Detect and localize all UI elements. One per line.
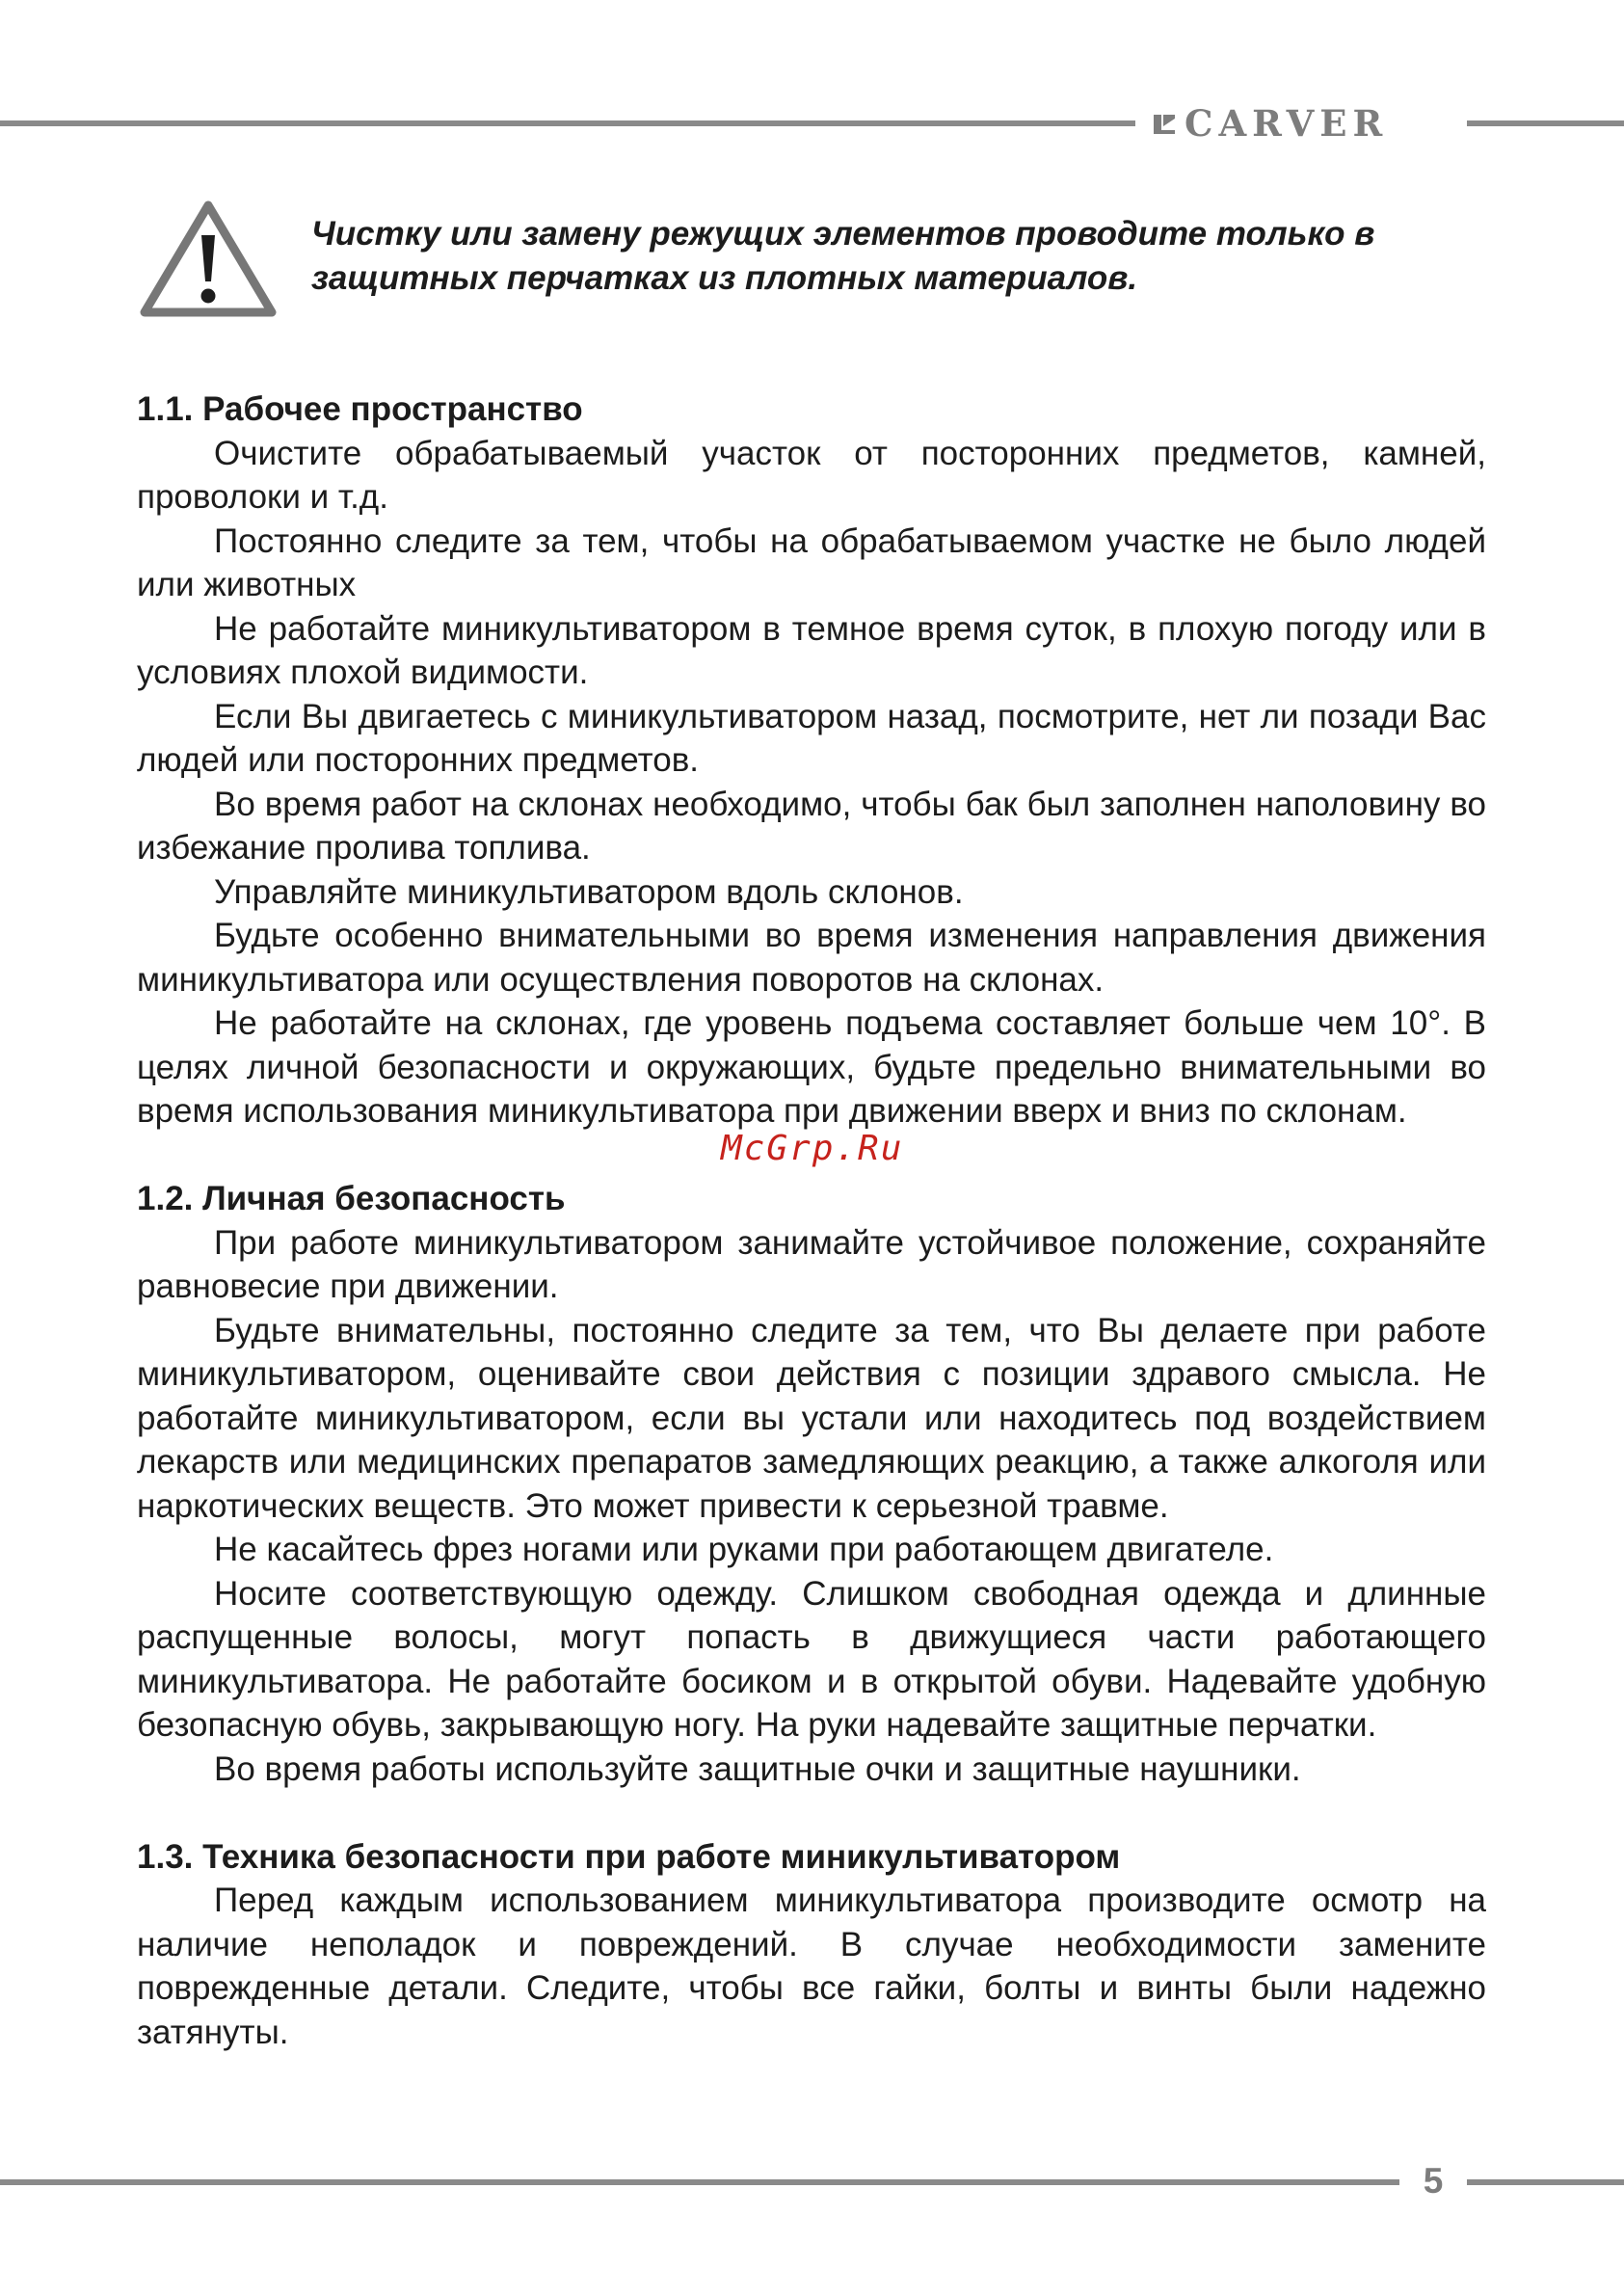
paragraph: Очистите обрабатываемый участок от посторонних предметов, камней, проволоки и т.д. bbox=[137, 434, 1486, 516]
paragraph: Будьте внимательны, постоянно следите за тем, что Вы делаете при работе миникультиватором, оценивайте свои действия с позиции здравого смысла. Не работайте миникультиватором, если вы устали или находитесь под воздействием лекарств или медицинских препаратов замедляющих реакцию, а также алкоголя или наркотических веществ. Это может привести к серьезной травме. bbox=[137, 1311, 1486, 1525]
brand-mark-icon bbox=[1152, 111, 1177, 136]
watermark: McGrp.Ru bbox=[721, 1129, 904, 1168]
section-work-area bbox=[137, 387, 1486, 1134]
page-number: 5 bbox=[1423, 2161, 1444, 2201]
warning-triangle-icon bbox=[138, 197, 279, 320]
section-heading: 1.3. Техника безопасности при работе миникультиватором bbox=[137, 1837, 1121, 1876]
paragraph: Не работайте миникультиватором в темное время суток, в плохую погоду или в условиях плохой видимости. bbox=[137, 609, 1486, 691]
paragraph: Если Вы двигаетесь с миникультиватором назад, посмотрите, нет ли позади Вас людей или посторонних предметов. bbox=[137, 697, 1486, 779]
paragraph: Перед каждым использованием миникультиватора производите осмотр на наличие неполадок и повреждений. В случае необходимости замените поврежденные детали. Следите, чтобы все гайки, болты и винты были надежно затянуты. bbox=[137, 1882, 1486, 2051]
warning-text: Чистку или замену режущих элементов проводите только в защитных перчатках из плотных материалов. bbox=[311, 215, 1375, 297]
section-heading: 1.1. Рабочее пространство bbox=[137, 390, 583, 428]
paragraph: При работе миникультиватором занимайте устойчивое положение, сохраняйте равновесие при движении. bbox=[137, 1223, 1486, 1305]
header-rule-left bbox=[0, 120, 1135, 126]
paragraph: Во время работ на склонах необходимо, чтобы бак был заполнен наполовину во избежание пролива топлива. bbox=[137, 785, 1486, 867]
page-content bbox=[137, 387, 1486, 2098]
section-personal-safety bbox=[137, 1177, 1486, 1791]
paragraph: Управляйте миникультиватором вдоль склонов. bbox=[214, 872, 964, 911]
paragraph: Не работайте на склонах, где уровень подъема составляет больше чем 10°. В целях личной безопасности и окружающих, будьте предельно внимательными во время использования миникультиватора при движении вверх и вниз по склонам. bbox=[137, 1004, 1486, 1130]
paragraph: Не касайтесь фрез ногами или руками при работающем двигателе. bbox=[214, 1531, 1274, 1568]
section-heading: 1.2. Личная безопасность bbox=[137, 1180, 566, 1217]
paragraph: Будьте особенно внимательными во время изменения направления движения миникультиватора или осуществления поворотов на склонах. bbox=[137, 917, 1486, 999]
paragraph: Носите соответствующую одежду. Слишком свободная одежда и длинные распущенные волосы, могут попасть в движущиеся части работающего миникультиватора. Не работайте босиком и в открытой обуви. Надевайте удобную безопасную обувь, закрывающую ногу. На руки надевайте защитные перчатки. bbox=[137, 1574, 1486, 1744]
header-rule-right bbox=[1467, 120, 1624, 126]
paragraph: Во время работы используйте защитные очки и защитные наушники. bbox=[214, 1749, 1301, 1788]
brand-logo bbox=[1152, 102, 1388, 145]
brand-name: CARVER bbox=[1185, 102, 1389, 145]
footer-rule-left bbox=[0, 2179, 1399, 2185]
section-operating-safety bbox=[137, 1835, 1486, 2055]
footer-rule-right bbox=[1467, 2179, 1624, 2185]
paragraph: Постоянно следите за тем, чтобы на обрабатываемом участке не было людей или животных bbox=[137, 521, 1486, 603]
